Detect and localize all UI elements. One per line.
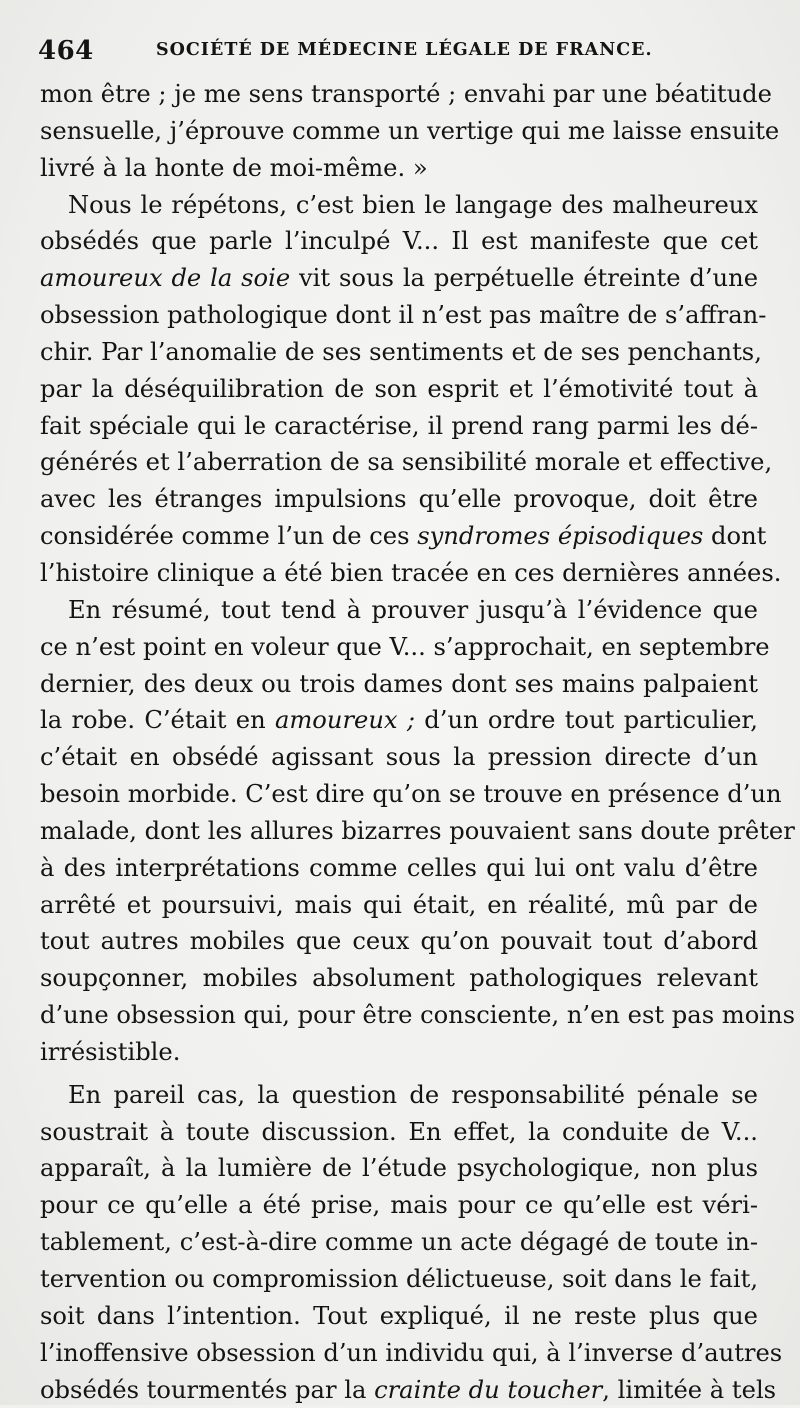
text-line: pour ce qu’elle a été prise, mais pour ce qu’elle est véri- [40,1191,758,1220]
text-line: par la déséquilibration de son esprit et l’émotivité tout à [40,374,758,403]
running-title: SOCIÉTÉ DE MÉDECINE LÉGALE DE FRANCE. [156,40,653,60]
text-line: apparaît, à la lumière de l’étude psychologique, non plus [40,1154,758,1183]
text-span: la robe. C’était en [40,706,275,735]
italic-phrase: amoureux ; [274,706,415,735]
text-line: l’inoffensive obsession d’un individu qui, à l’inverse d’autres [40,1338,783,1367]
text-line: tout autres mobiles que ceux qu’on pouvait tout d’abord [40,927,758,956]
text-line: à des interprétations comme celles qui lui ont valu d’être [40,853,758,882]
text-line: soustrait à toute discussion. En effet, la conduite de V... [40,1117,758,1146]
text-line: obsession pathologique dont il n’est pas maître de s’affran- [40,301,767,330]
text-line [40,260,758,297]
text-line [40,1372,777,1408]
text-line: livré à la honte de moi-même. » [40,153,428,182]
italic-phrase: syndromes épisodiques [417,522,704,551]
text-line [40,518,767,555]
text-line: chir. Par l’anomalie de ses sentiments et de ses penchants, [40,337,762,366]
text-line: ce n’est point en voleur que V... s’approchait, en septembre [40,632,770,661]
text-line: dernier, des deux ou trois dames dont ses mains palpaient [40,669,758,698]
text-span: vit sous la perpétuelle étreinte d’une [290,264,759,293]
text-line: obsédés que parle l’inculpé V... Il est manifeste que cet [40,227,758,256]
text-line: soit dans l’intention. Tout expliqué, il ne reste plus que [40,1301,758,1330]
text-span: obsédés tourmentés par la [40,1375,375,1404]
text-line: tablement, c’est-à-dire comme un acte dégagé de toute in- [40,1228,758,1257]
text-span: , limitée à tels [602,1375,777,1404]
text-line: mon être ; je me sens transporté ; envahi par une béatitude [40,80,772,108]
paragraph-start-line: Nous le répétons, c’est bien le langage des malheureux [68,190,758,219]
text-line: l’histoire clinique a été bien tracée en ces dernières années. [40,558,782,587]
text-span: d’un ordre tout particulier, [415,706,758,735]
text-line: d’une obsession qui, pour être consciente, n’en est pas moins [40,1001,796,1030]
text-line: irrésistible. [40,1037,181,1066]
text-line: tervention ou compromission délictueuse, soit dans le fait, [40,1265,759,1293]
text-line: arrêté et poursuivi, mais qui était, en réalité, mû par de [40,890,758,919]
text-line: besoin morbide. C’est dire qu’on se trouve en présence d’un [40,780,782,809]
text-span: considérée comme l’un de ces [40,522,418,551]
text-line: c’était en obsédé agissant sous la pression directe d’un [40,743,758,772]
body-text [40,76,796,1408]
text-line: avec les étranges impulsions qu’elle provoque, doit être [40,485,758,514]
text-line [40,702,758,739]
text-line: soupçonner, mobiles absolument pathologiques relevant [40,964,758,993]
text-line: générés et l’aberration de sa sensibilité morale et effective, [40,448,773,477]
text-line: malade, dont les allures bizarres pouvaient sans doute prêter [40,816,795,845]
text-line: sensuelle, j’éprouve comme un vertige qui me laisse ensuite [40,116,780,145]
paragraph-start-line: En pareil cas, la question de responsabilité pénale se [68,1080,758,1109]
text-line: fait spéciale qui le caractérise, il prend rang parmi les dé- [40,411,758,440]
running-head [38,34,758,70]
italic-phrase: crainte du toucher [374,1375,603,1404]
paragraph-start-line: En résumé, tout tend à prouver jusqu’à l’évidence que [68,595,758,624]
text-span: dont [703,522,767,551]
page-number: 464 [38,36,94,66]
italic-phrase: amoureux de la soie [40,264,291,293]
